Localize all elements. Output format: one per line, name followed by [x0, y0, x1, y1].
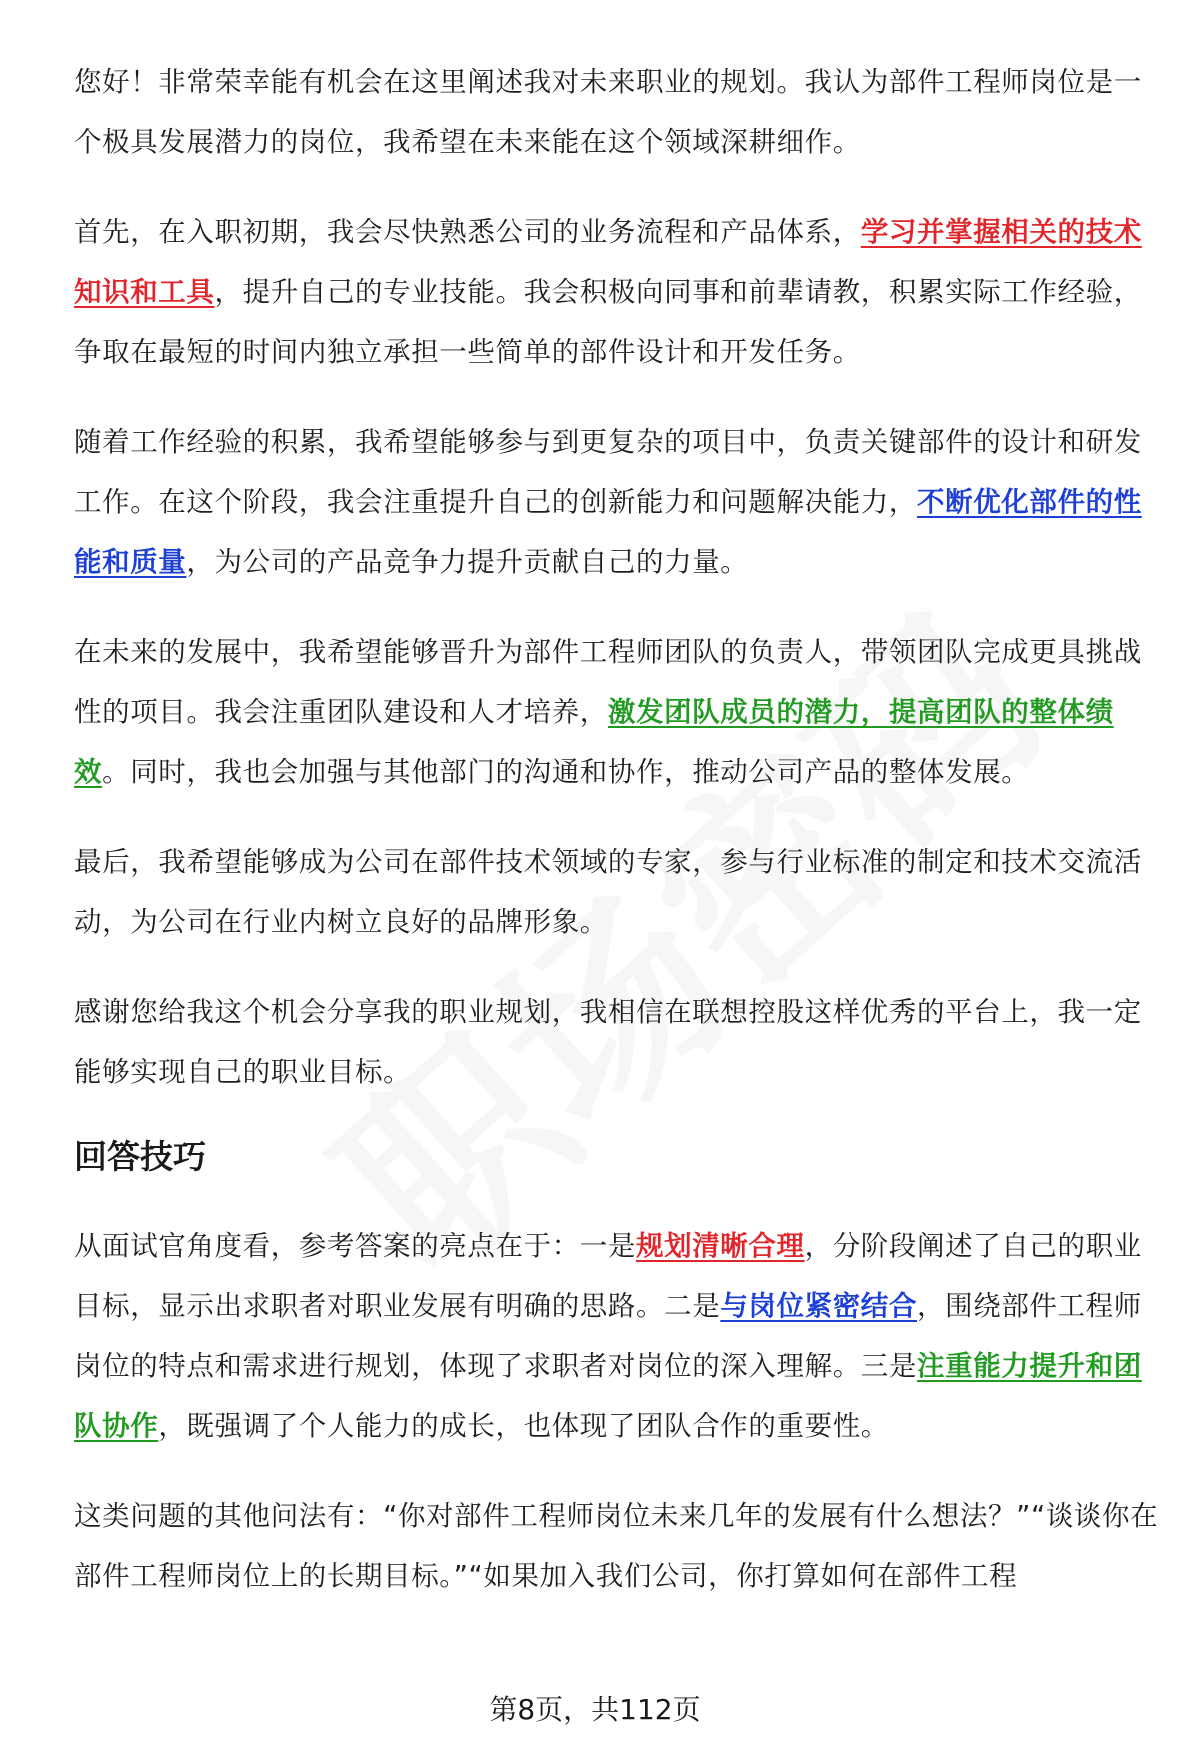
tips-paragraph-2 [74, 1486, 1164, 1606]
document-page [74, 52, 1164, 1636]
highlight-green: 注重能力提升和团队协作 [74, 1350, 1142, 1442]
text-segment: 从面试官角度看，参考答案的亮点在于：一是 [74, 1230, 636, 1262]
text-segment: 随着工作经验的积累，我希望能够参与到更复杂的项目中，负责关键部件的设计和研发工作。在这个阶段，我会注重提升自己的创新能力和问题解决能力， [74, 426, 1142, 518]
page-footer: 第8页，共112页 [489, 1693, 701, 1726]
text-segment: 最后，我希望能够成为公司在部件技术领域的专家，参与行业标准的制定和技术交流活动，为公司在行业内树立良好的品牌形象。 [74, 846, 1142, 938]
text-segment: 首先，在入职初期，我会尽快熟悉公司的业务流程和产品体系， [74, 216, 861, 248]
tips-paragraph-1 [74, 1216, 1164, 1456]
highlight-green: 激发团队成员的潜力，提高团队的整体绩效 [74, 696, 1114, 788]
answer-paragraph-6 [74, 982, 1164, 1102]
answer-paragraph-2 [74, 202, 1164, 382]
text-segment: 感谢您给我这个机会分享我的职业规划，我相信在联想控股这样优秀的平台上，我一定能够实现自己的职业目标。 [74, 996, 1142, 1088]
text-segment: ，围绕部件工程师岗位的特点和需求进行规划，体现了求职者对岗位的深入理解。三是 [74, 1290, 1142, 1382]
highlight-blue: 与岗位紧密结合 [720, 1290, 918, 1322]
highlight-red: 规划清晰合理 [636, 1230, 805, 1262]
text-segment: 您好！非常荣幸能有机会在这里阐述我对未来职业的规划。我认为部件工程师岗位是一个极具发展潜力的岗位，我希望在未来能在这个领域深耕细作。 [74, 66, 1142, 158]
answer-paragraph-3 [74, 412, 1164, 592]
highlight-blue: 不断优化部件的性能和质量 [74, 486, 1142, 578]
text-segment: 在未来的发展中，我希望能够晋升为部件工程师团队的负责人，带领团队完成更具挑战性的项目。我会注重团队建设和人才培养， [74, 636, 1142, 728]
text-segment: 。同时，我也会加强与其他部门的沟通和协作，推动公司产品的整体发展。 [102, 756, 1030, 788]
answer-paragraph-4 [74, 622, 1164, 802]
answer-paragraph-1 [74, 52, 1164, 172]
answer-body [74, 52, 1164, 1102]
section-heading: 回答技巧 [74, 1137, 206, 1176]
answer-paragraph-5 [74, 832, 1164, 952]
text-segment: ，提升自己的专业技能。我会积极向同事和前辈请教，积累实际工作经验，争取在最短的时间内独立承担一些简单的部件设计和开发任务。 [74, 276, 1142, 368]
text-segment: ，既强调了个人能力的成长，也体现了团队合作的重要性。 [158, 1410, 889, 1442]
highlight-red: 学习并掌握相关的技术知识和工具 [74, 216, 1142, 308]
text-segment: 这类问题的其他问法有：“你对部件工程师岗位未来几年的发展有什么想法？”“谈谈你在部件工程师岗位上的长期目标。”“如果加入我们公司，你打算如何在部件工程 [74, 1500, 1159, 1592]
tips-body [74, 1216, 1164, 1606]
text-segment: ，为公司的产品竞争力提升贡献自己的力量。 [186, 546, 749, 578]
text-segment: ，分阶段阐述了自己的职业目标，显示出求职者对职业发展有明确的思路。二是 [74, 1230, 1142, 1322]
